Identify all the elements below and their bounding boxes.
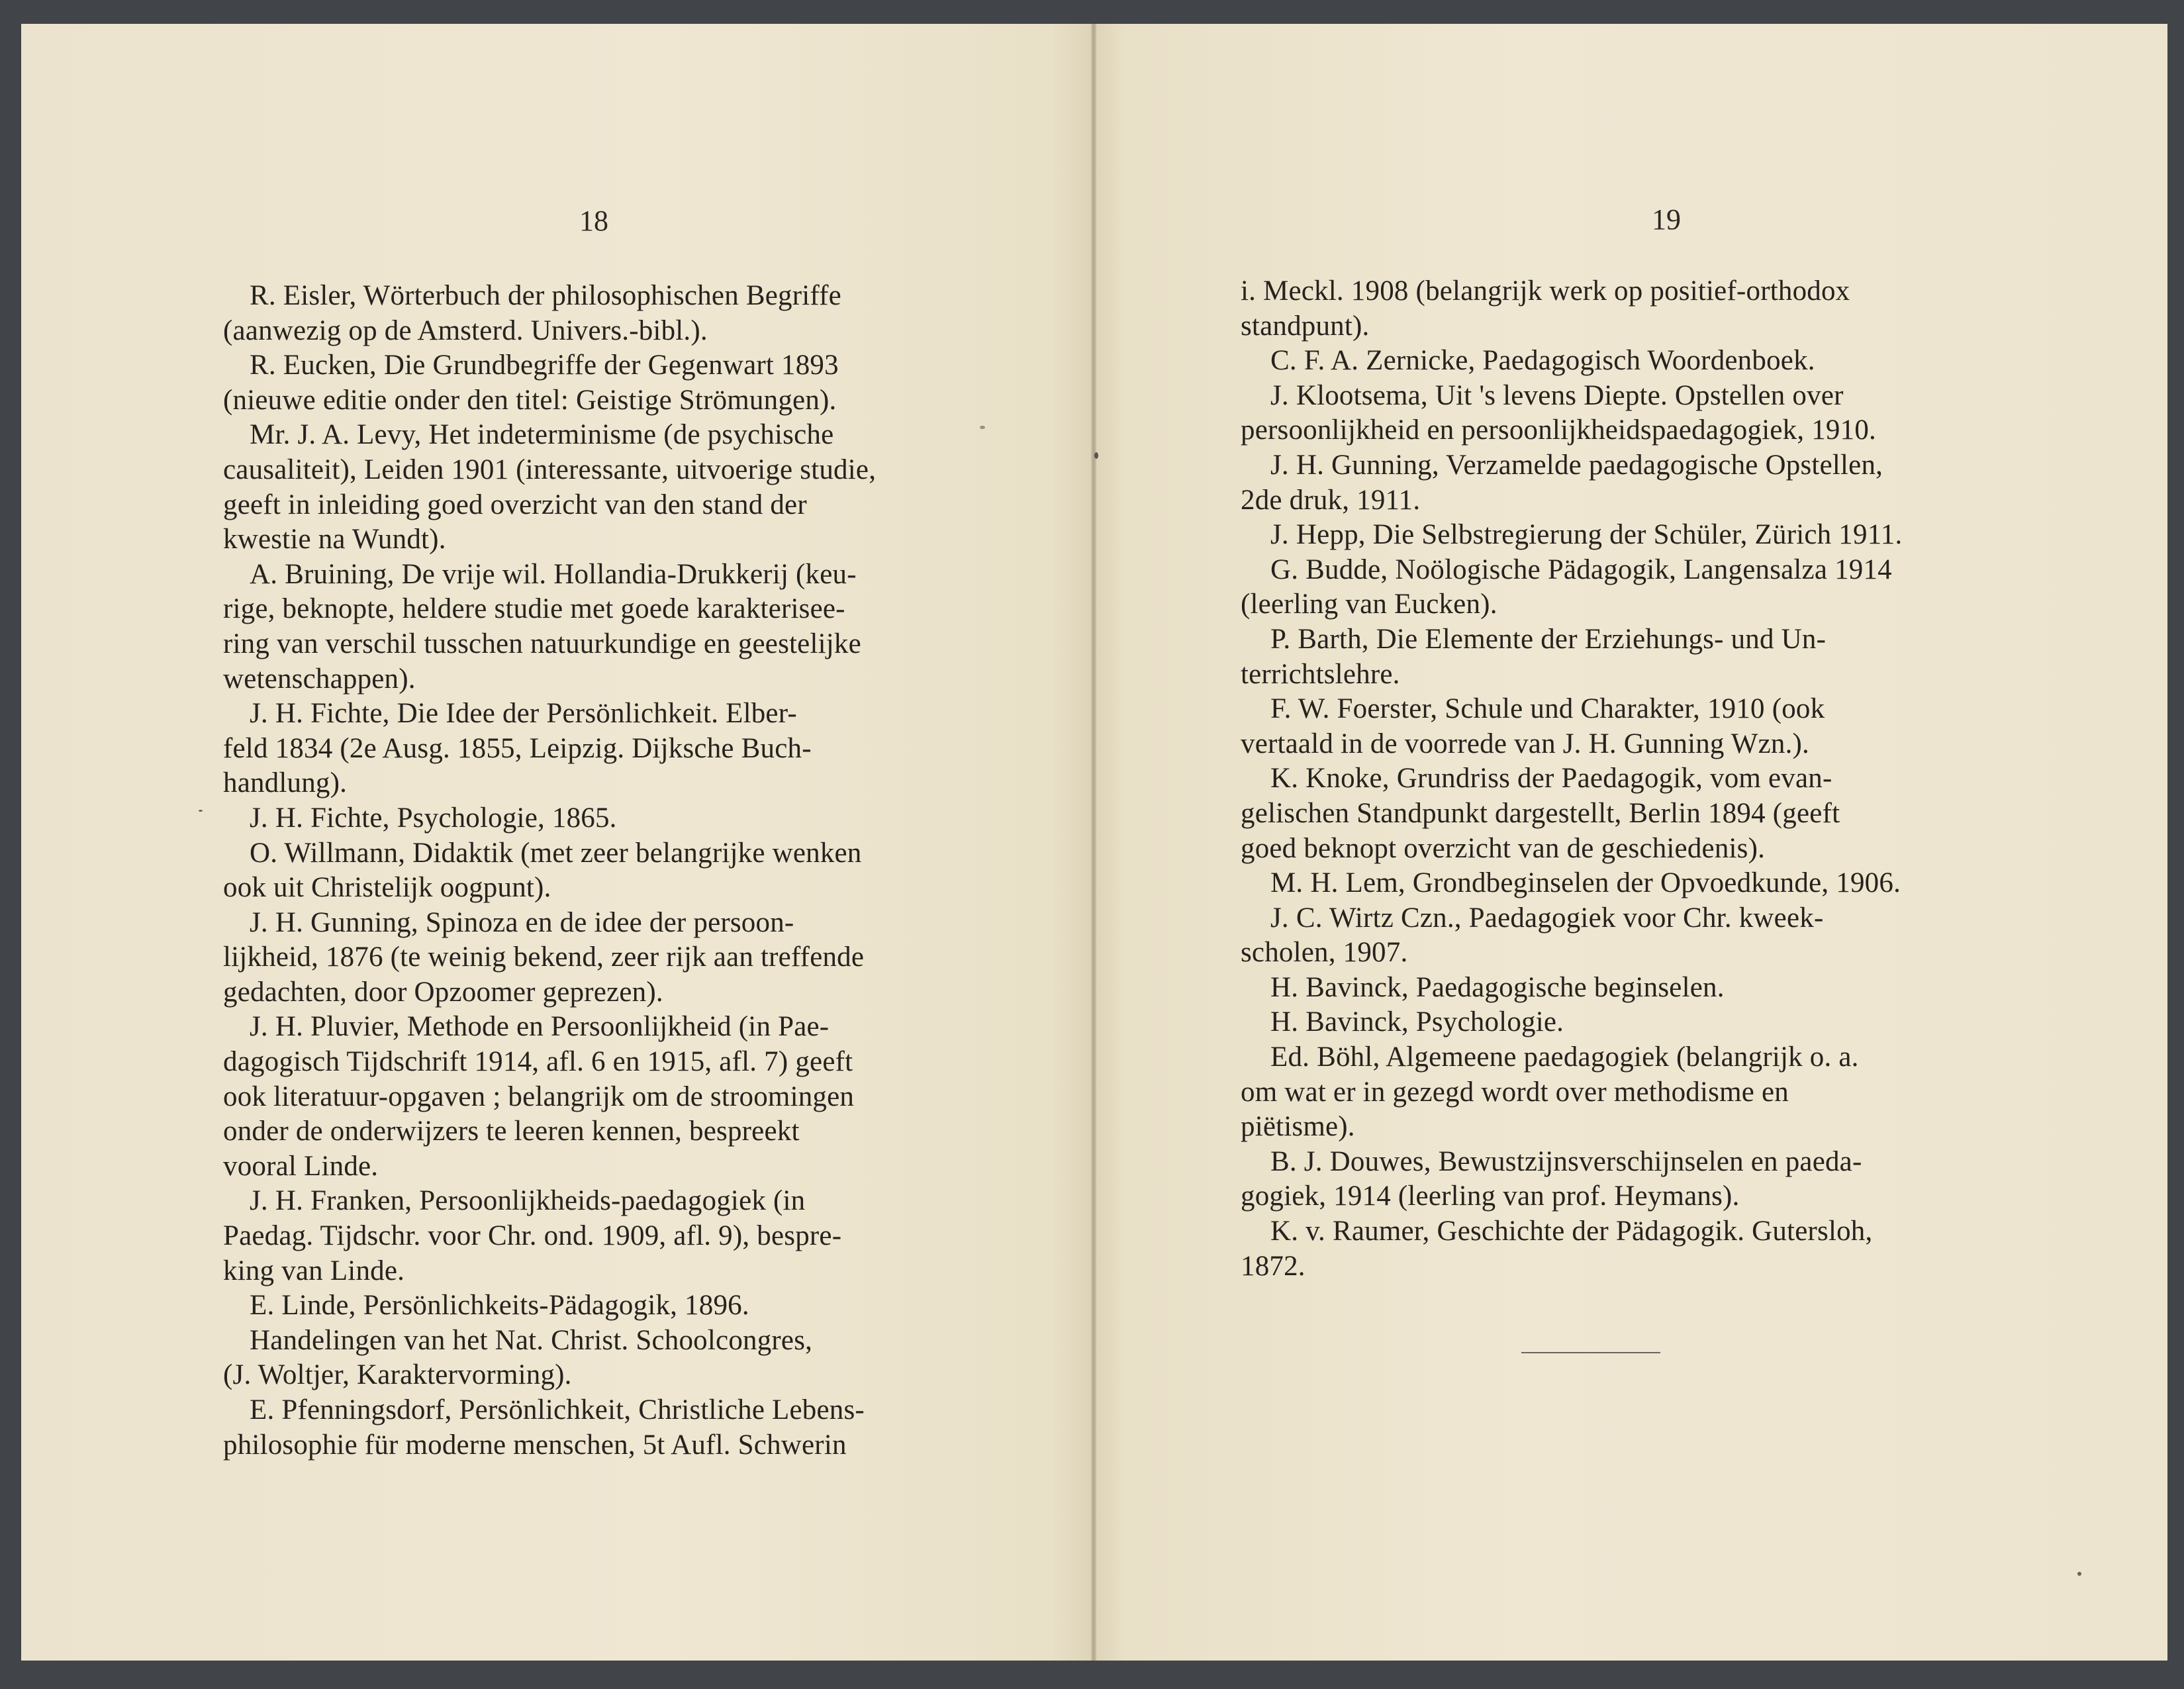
text-line: causaliteit), Leiden 1901 (interessante, uitvoerige studie, bbox=[223, 454, 877, 485]
text-line: J. C. Wirtz Czn., Paedagogiek voor Chr. kweek- bbox=[1270, 902, 1824, 934]
text-line: onder de onderwijzers te leeren kennen, bespreekt bbox=[223, 1116, 800, 1147]
text-line: G. Budde, Noölogische Pädagogik, Langensalza 1914 bbox=[1270, 554, 1892, 585]
text-line: K. v. Raumer, Geschichte der Pädagogik. Gutersloh, bbox=[1270, 1216, 1873, 1247]
text-line: king van Linde. bbox=[223, 1255, 405, 1286]
text-line: geeft in inleiding goed overzicht van den stand der bbox=[223, 489, 807, 520]
text-line: J. H. Gunning, Verzamelde paedagogische Opstellen, bbox=[1270, 449, 1883, 481]
right-page-text bbox=[1241, 274, 1985, 1284]
text-line: rige, beknopte, heldere studie met goede karakterisee- bbox=[223, 593, 845, 625]
text-line: J. H. Franken, Persoonlijkheids-paedagogiek (in bbox=[250, 1185, 806, 1217]
text-line: philosophie für moderne menschen, 5t Aufl. Schwerin bbox=[223, 1429, 847, 1461]
text-line: J. Hepp, Die Selbstregierung der Schüler, Zürich 1911. bbox=[1270, 519, 1903, 551]
text-line: (J. Woltjer, Karaktervorming). bbox=[223, 1359, 572, 1391]
text-line: gelischen Standpunkt dargestellt, Berlin 1894 (geeft bbox=[1241, 797, 1840, 829]
text-line: H. Bavinck, Psychologie. bbox=[1270, 1006, 1564, 1038]
text-line: lijkheid, 1876 (te weinig bekend, zeer rijk aan treffende bbox=[223, 941, 865, 973]
text-line: Mr. J. A. Levy, Het indeterminisme (de psychische bbox=[250, 419, 834, 451]
text-line: standpunt). bbox=[1241, 310, 1370, 342]
text-line: 1872. bbox=[1241, 1250, 1306, 1282]
page-number-left: 18 bbox=[579, 205, 608, 237]
text-line: O. Willmann, Didaktik (met zeer belangrijke wenken bbox=[250, 837, 862, 869]
text-line: M. H. Lem, Grondbeginselen der Opvoedkunde, 1906. bbox=[1270, 867, 1901, 899]
text-line: piëtisme). bbox=[1241, 1111, 1355, 1143]
text-line: scholen, 1907. bbox=[1241, 937, 1408, 969]
text-line: P. Barth, Die Elemente der Erziehungs- und Un- bbox=[1270, 623, 1827, 655]
text-line: vertaald in de voorrede van J. H. Gunning Wzn.). bbox=[1241, 728, 1809, 759]
text-line: Handelingen van het Nat. Christ. Schoolcongres, bbox=[250, 1324, 813, 1356]
text-line: J. H. Gunning, Spinoza en de idee der persoon- bbox=[250, 906, 794, 938]
text-line: kwestie na Wundt). bbox=[223, 524, 446, 555]
text-line: A. Bruining, De vrije wil. Hollandia-Drukkerij (keu- bbox=[250, 558, 857, 590]
page-number-right: 19 bbox=[1652, 203, 1681, 236]
text-line: E. Linde, Persönlichkeits-Pädagogik, 1896. bbox=[250, 1290, 749, 1322]
book-gutter bbox=[1091, 24, 1096, 1661]
paper-speck bbox=[1094, 452, 1098, 459]
text-line: gogiek, 1914 (leerling van prof. Heymans). bbox=[1241, 1181, 1740, 1212]
text-line: wetenschappen). bbox=[223, 663, 416, 695]
text-line: H. Bavinck, Paedagogische beginselen. bbox=[1270, 971, 1725, 1003]
paper-speck bbox=[199, 810, 203, 812]
text-line: Ed. Böhl, Algemeene paedagogiek (belangrijk o. a. bbox=[1270, 1041, 1859, 1073]
text-line: 2de druk, 1911. bbox=[1241, 484, 1421, 516]
left-page-text bbox=[223, 279, 951, 1463]
text-line: Paedag. Tijdschr. voor Chr. ond. 1909, afl. 9), bespre- bbox=[223, 1220, 842, 1252]
paper-speck bbox=[2077, 1572, 2081, 1576]
text-line: J. Klootsema, Uit 's levens Diepte. Opstellen over bbox=[1270, 379, 1844, 411]
text-line: (leerling van Eucken). bbox=[1241, 589, 1497, 620]
text-line: (nieuwe editie onder den titel: Geistige Strömungen). bbox=[223, 384, 837, 416]
text-line: ook uit Christelijk oogpunt). bbox=[223, 872, 551, 904]
text-line: E. Pfenningsdorf, Persönlichkeit, Christliche Lebens- bbox=[250, 1394, 865, 1425]
text-line: J. H. Fichte, Die Idee der Persönlichkeit. Elber- bbox=[250, 698, 797, 730]
text-line: J. H. Pluvier, Methode en Persoonlijkheid (in Pae- bbox=[250, 1011, 830, 1043]
text-line: vooral Linde. bbox=[223, 1150, 379, 1182]
text-line: handlung). bbox=[223, 767, 348, 799]
paper-speck bbox=[980, 426, 985, 429]
text-line: gedachten, door Opzoomer geprezen). bbox=[223, 976, 663, 1008]
text-line: (aanwezig op de Amsterd. Univers.-bibl.). bbox=[223, 314, 708, 346]
text-line: C. F. A. Zernicke, Paedagogisch Woordenboek. bbox=[1270, 345, 1815, 377]
closing-rule bbox=[1521, 1352, 1660, 1353]
text-line: persoonlijkheid en persoonlijkheidspaedagogiek, 1910. bbox=[1241, 414, 1876, 446]
left-page bbox=[21, 24, 1094, 1661]
text-line: B. J. Douwes, Bewustzijnsverschijnselen en paeda- bbox=[1270, 1145, 1862, 1177]
text-line: R. Eucken, Die Grundbegriffe der Gegenwart 1893 bbox=[250, 350, 839, 381]
text-line: R. Eisler, Wörterbuch der philosophischen Begriffe bbox=[250, 280, 841, 311]
text-line: K. Knoke, Grundriss der Paedagogik, vom evan- bbox=[1270, 763, 1832, 795]
text-line: feld 1834 (2e Ausg. 1855, Leipzig. Dijksche Buch- bbox=[223, 732, 812, 764]
text-line: ring van verschil tusschen natuurkundige en geestelijke bbox=[223, 628, 861, 659]
text-line: i. Meckl. 1908 (belangrijk werk op positief-orthodox bbox=[1241, 275, 1850, 307]
text-line: om wat er in gezegd wordt over methodisme en bbox=[1241, 1076, 1789, 1108]
text-line: goed beknopt overzicht van de geschiedenis). bbox=[1241, 832, 1766, 864]
right-page bbox=[1094, 24, 2167, 1661]
text-line: terrichtslehre. bbox=[1241, 658, 1400, 690]
text-line: dagogisch Tijdschrift 1914, afl. 6 en 1915, afl. 7) geeft bbox=[223, 1046, 853, 1078]
text-line: J. H. Fichte, Psychologie, 1865. bbox=[250, 802, 617, 834]
text-line: F. W. Foerster, Schule und Charakter, 1910 (ook bbox=[1270, 693, 1825, 725]
text-line: ook literatuur-opgaven ; belangrijk om de stroomingen bbox=[223, 1081, 855, 1112]
